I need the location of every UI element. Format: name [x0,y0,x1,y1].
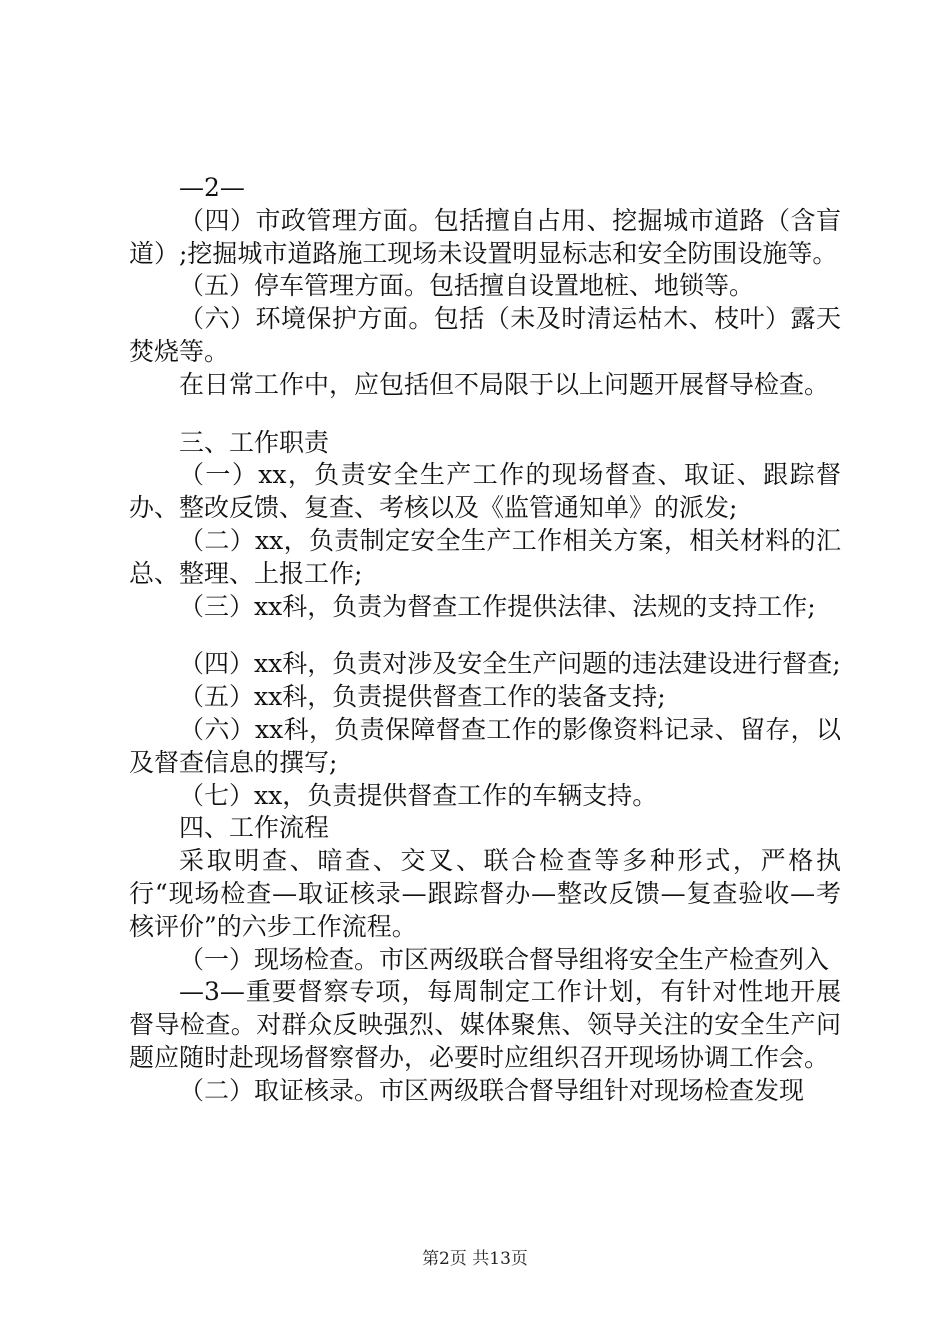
paragraph: 四、工作流程 [179,813,330,843]
paragraph: （三）xx科，负责为督查工作提供法律、法规的支持工作; [179,591,816,621]
paragraph: —2— [179,173,245,202]
paragraph-gap [129,623,841,648]
paragraph: （六）环境保护方面。包括（未及时清运枯木、枝叶）露天焚烧等。 [129,304,841,366]
paragraph: 采取明查、暗查、交叉、联合检查等多种形式，严格执行“现场检查—取证核录—跟踪督办—整改反馈—复查验收—考核评价”的六步工作流程。 [129,846,841,941]
paragraph: （五）xx科，负责提供督查工作的装备支持; [179,682,666,712]
paragraph: （四）市政管理方面。包括擅自占用、挖掘城市道路（含盲道）;挖掘城市道路施工现场未设置明显标志和安全防围设施等。 [129,205,841,268]
paragraph-gap [129,402,841,427]
paragraph: （六）xx科，负责保障督查工作的影像资料记录、留存，以及督查信息的撰写; [129,714,841,777]
paragraph: （一）现场检查。市区两级联合督导组将安全生产检查列入 [179,944,830,974]
paragraph: （四）xx科，负责对涉及安全生产问题的违法建设进行督查; [179,649,841,679]
paragraph: —3—重要督察专项，每周制定工作计划，有针对性地开展督导检查。对群众反映强烈、媒体聚焦、领导关注的安全生产问题应随时赴现场督察督办，必要时应组织召开现场协调工作会。 [129,977,841,1072]
page-footer: 第2页 共13页 [422,1249,528,1269]
paragraph: （二）取证核录。市区两级联合督导组针对现场检查发现 [179,1075,805,1105]
paragraph: 三、工作职责 [179,427,330,457]
document-body [129,172,841,1108]
paragraph: （七）xx，负责提供督查工作的车辆支持。 [179,780,658,810]
paragraph: 在日常工作中，应包括但不局限于以上问题开展督导检查。 [179,369,830,399]
paragraph: （一）xx，负责安全生产工作的现场督查、取证、跟踪督办、整改反馈、复查、考核以及《监管通知单》的派发; [129,460,841,523]
paragraph: （五）停车管理方面。包括擅自设置地桩、地锁等。 [179,271,755,301]
paragraph: （二）xx，负责制定安全生产工作相关方案，相关材料的汇总、整理、上报工作; [129,525,841,588]
